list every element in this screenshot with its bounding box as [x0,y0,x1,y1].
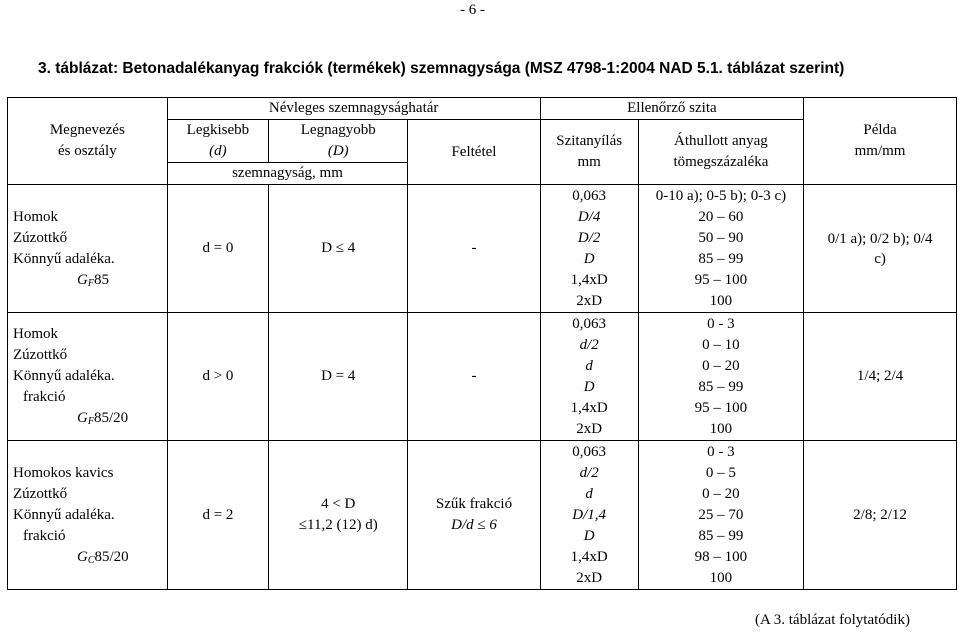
row3-sieves: 0,063 d/2 d D/1,4 D 1,4xD 2xD [540,441,638,590]
row2-example: 1/4; 2/4 [804,313,957,441]
row3-d-cond: d = 2 [167,441,269,590]
page-number: - 6 - [460,2,485,18]
header-athullott: Áthullott anyag tömegszázaléka [638,120,803,185]
row1-example: 0/1 a); 0/2 b); 0/4 c) [804,185,957,313]
table-title: 3. táblázat: Betonadalékanyag frakciók (termékek) szemnagysága (MSZ 4798-1:2004 NAD 5.1. táblázat szerint) [38,60,845,77]
header-megnevezes: Megnevezés és osztály [8,98,168,185]
row1-passing: 0-10 a); 0-5 b); 0-3 c) 20 – 60 50 – 90 85 – 99 95 – 100 100 [638,185,803,313]
fraction-table [7,97,957,590]
row2-passing: 0 - 3 0 – 10 0 – 20 85 – 99 95 – 100 100 [638,313,803,441]
row3-D-cond: 4 < D ≤11,2 (12) d) [269,441,408,590]
row2-D-cond: D = 4 [269,313,408,441]
table-continues-note: (A 3. táblázat folytatódik) [755,612,910,628]
header-pelda: Példa mm/mm [804,98,957,185]
row1-feltetel: - [408,185,540,313]
row2-feltetel: - [408,313,540,441]
header-feltetel: Feltétel [408,120,540,185]
row3-feltetel: Szűk frakció D/d ≤ 6 [408,441,540,590]
header-nevleges: Névleges szemnagysághatár [167,98,540,120]
row1-d-cond: d = 0 [167,185,269,313]
row2-sieves: 0,063 d/2 d D 1,4xD 2xD [540,313,638,441]
header-szitanyilas: Szitanyílás mm [540,120,638,185]
header-ellenorzo: Ellenőrző szita [540,98,803,120]
row3-example: 2/8; 2/12 [804,441,957,590]
header-szemnagysag: szemnagyság, mm [167,163,408,185]
header-legnagyobb: Legnagyobb (D) [269,120,408,163]
row1-D-cond: D ≤ 4 [269,185,408,313]
row3-passing: 0 - 3 0 – 5 0 – 20 25 – 70 85 – 99 98 – 100 100 [638,441,803,590]
header-legkisebb: Legkisebb (d) [167,120,269,163]
row1-name: Homok Zúzottkő Könnyű adaléka. $G_F85$ [8,185,168,313]
row2-d-cond: d > 0 [167,313,269,441]
row2-name: Homok Zúzottkő Könnyű adaléka. frakció $G_F85/20$ [8,313,168,441]
row1-sieves: 0,063 D/4 D/2 D 1,4xD 2xD [540,185,638,313]
row3-name: Homokos kavics Zúzottkő Könnyű adaléka. frakció $G_C85/20$ [8,441,168,590]
